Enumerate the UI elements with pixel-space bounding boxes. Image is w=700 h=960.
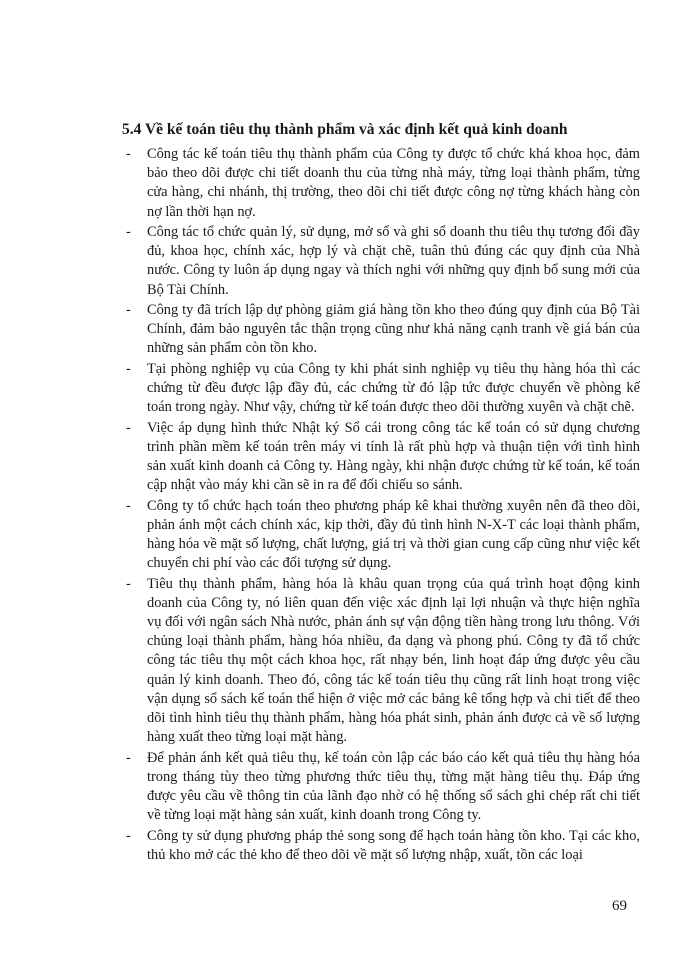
bullet-list	[120, 145, 640, 866]
dash-icon: -	[126, 360, 131, 377]
list-item-text: Để phản ánh kết quả tiêu thụ, kế toán còn lập các báo cáo kết quả tiêu thụ hàng hóa trong tháng tùy theo từng phương thức tiêu thụ, từng mặt hàng tiêu thụ. Đáp ứng được yêu cầu về thông tin của lãnh đạo nhờ có hệ thống sổ sách ghi chép rất chi tiết về từng loại mặt hàng sản xuất, kinh doanh trong Công ty.	[147, 749, 640, 824]
dash-icon: -	[126, 827, 131, 844]
list-item	[120, 223, 640, 300]
list-item	[120, 301, 640, 359]
list-item-text: Công ty đã trích lập dự phòng giảm giá hàng tồn kho theo đúng quy định của Bộ Tài Chính, đảm bảo nguyên tắc thận trọng cũng như khả năng cạnh tranh về giá bán của những sản phẩm còn tồn kho.	[147, 302, 640, 357]
list-item-text: Công ty sử dụng phương pháp thẻ song song để hạch toán hàng tồn kho. Tại các kho, thủ kho mở các thẻ kho để theo dõi về mặt số lượng nhập, xuất, tồn các loại	[147, 827, 640, 863]
list-item-text: Việc áp dụng hình thức Nhật ký Sổ cái trong công tác kế toán có sử dụng chương trình phần mềm kế toán trên máy vi tính là rất phù hợp và thuận tiện với tình hình sản xuất kinh doanh cả Công ty. Hàng ngày, khi nhận được chứng từ kế toán, kế toán cập nhật vào máy khi cần sẽ in ra để đối chiếu so sánh.	[147, 419, 640, 494]
dash-icon: -	[126, 497, 131, 514]
list-item	[120, 827, 640, 865]
section-heading: 5.4 Về kế toán tiêu thụ thành phẩm và xác định kết quả kinh doanh	[122, 121, 568, 138]
dash-icon: -	[126, 575, 131, 592]
list-item-text: Tại phòng nghiệp vụ của Công ty khi phát sinh nghiệp vụ tiêu thụ hàng hóa thì các chứng từ đều được lập đầy đủ, các chứng từ đó lập tức được chuyển về phòng kế toán trong ngày. Như vậy, chứng từ kế toán được theo dõi thường xuyên và chặt chẽ.	[147, 360, 640, 416]
dash-icon: -	[126, 419, 131, 436]
list-item-text: Công tác kế toán tiêu thụ thành phẩm của Công ty được tổ chức khá khoa học, đảm bảo theo dõi được chi tiết doanh thu của từng nhà máy, từng loại thành phẩm, từng cửa hàng, chi nhánh, thị trường, theo dõi chi tiết được công nợ từng khách hàng còn nợ lần thời hạn nợ.	[147, 146, 640, 220]
dash-icon: -	[126, 146, 131, 162]
list-item-text: Công ty tổ chức hạch toán theo phương pháp kê khai thường xuyên nên đã theo dõi, phản ánh một cách chính xác, kịp thời, đầy đủ tình hình N-X-T các loại thành phẩm, hàng hóa về mặt số lượng, chất lượng, giá trị và thời gian cung cấp cũng như việc kết chuyển chi phí vào các đối tượng sử dụng.	[147, 497, 640, 572]
list-item	[120, 497, 640, 574]
list-item	[120, 749, 640, 826]
list-item	[120, 145, 640, 222]
list-item-text: Tiêu thụ thành phẩm, hàng hóa là khâu quan trọng của quá trình hoạt động kinh doanh của Công ty, nó liên quan đến việc xác định lại lợi nhuận và thực hiện nghĩa vụ đối với ngân sách Nhà nước, phản ánh sự vận động tiền hàng trong lưu thông. Với chủng loại thành phẩm, hàng hóa nhiều, đa dạng và phong phú. Công ty đã tổ chức công tác tiêu thụ một cách khoa học, rất nhạy bén, linh hoạt đáp ứng được yêu cầu quản lý kinh doanh. Theo đó, công tác kế toán tiêu thụ cũng rất linh hoạt trong việc vận dụng sổ sách kế toán thể hiện ở việc mở các bảng kê tổng hợp và chi tiết để theo dõi tình hình tiêu thụ thành phẩm, hàng hóa phát sinh, phản ánh được cả về số lượng hàng xuất theo từng loại mặt hàng.	[147, 575, 640, 746]
list-item	[120, 575, 640, 748]
list-item	[120, 360, 640, 418]
list-item	[120, 419, 640, 496]
dash-icon: -	[126, 749, 131, 766]
dash-icon: -	[126, 302, 131, 318]
dash-icon: -	[126, 224, 131, 240]
page-number: 69	[612, 898, 627, 914]
list-item-text: Công tác tổ chức quản lý, sử dụng, mở sổ và ghi sổ doanh thu tiêu thụ tương đối đầy đủ, khoa học, chính xác, hợp lý và chặt chẽ, tuân thủ đúng các quy định của Nhà nước. Công ty luôn áp dụng ngay và thích nghi với những quy định bổ sung mới của Bộ Tài Chính.	[147, 224, 640, 298]
